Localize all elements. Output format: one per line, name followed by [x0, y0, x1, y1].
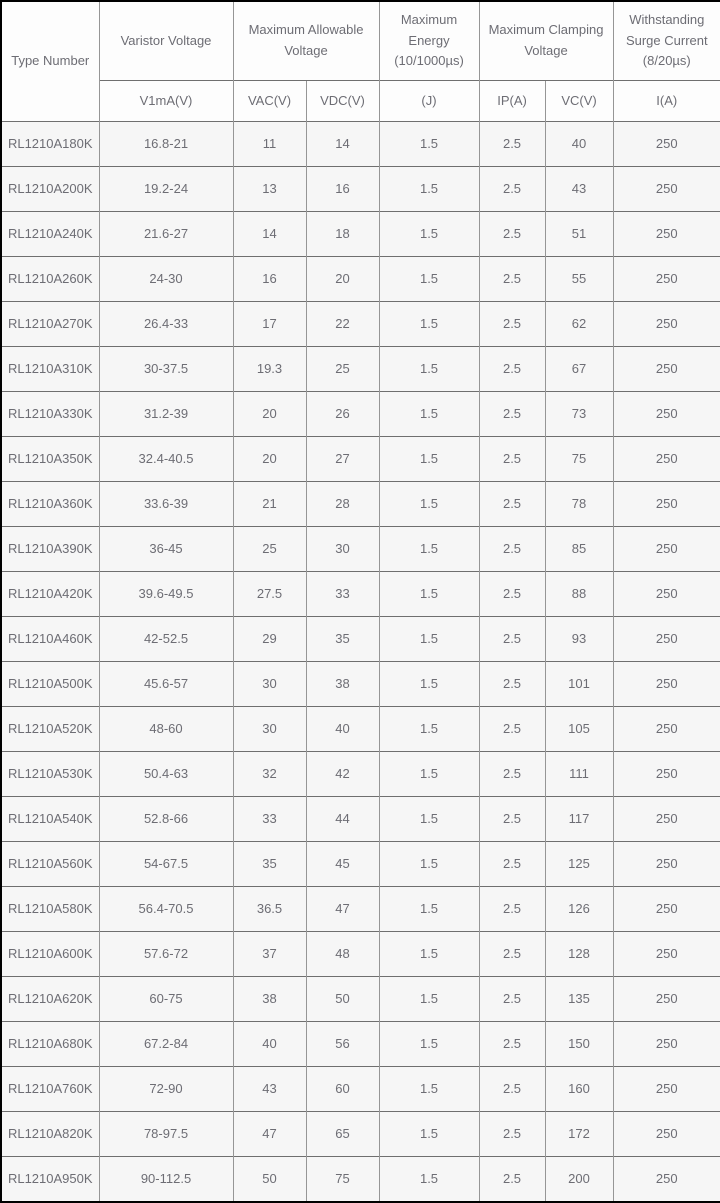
cell-v1ma: 56.4-70.5 — [99, 887, 233, 932]
cell-ip: 2.5 — [479, 257, 545, 302]
cell-vac: 36.5 — [233, 887, 306, 932]
table-row — [1, 1112, 720, 1157]
cell-vc: 111 — [545, 752, 613, 797]
cell-i: 250 — [613, 887, 720, 932]
cell-type-number: RL1210A180K — [1, 122, 99, 167]
cell-v1ma: 39.6-49.5 — [99, 572, 233, 617]
cell-vdc: 30 — [306, 527, 379, 572]
cell-i: 250 — [613, 437, 720, 482]
cell-j: 1.5 — [379, 257, 479, 302]
cell-vc: 55 — [545, 257, 613, 302]
cell-vac: 27.5 — [233, 572, 306, 617]
cell-ip: 2.5 — [479, 932, 545, 977]
cell-type-number: RL1210A420K — [1, 572, 99, 617]
cell-v1ma: 21.6-27 — [99, 212, 233, 257]
cell-v1ma: 30-37.5 — [99, 347, 233, 392]
cell-vac: 43 — [233, 1067, 306, 1112]
cell-vdc: 26 — [306, 392, 379, 437]
cell-j: 1.5 — [379, 302, 479, 347]
cell-vc: 67 — [545, 347, 613, 392]
cell-i: 250 — [613, 977, 720, 1022]
cell-vdc: 14 — [306, 122, 379, 167]
cell-j: 1.5 — [379, 212, 479, 257]
table-row — [1, 392, 720, 437]
cell-j: 1.5 — [379, 1157, 479, 1203]
cell-ip: 2.5 — [479, 347, 545, 392]
table-row — [1, 797, 720, 842]
cell-vdc: 47 — [306, 887, 379, 932]
table-row — [1, 1157, 720, 1203]
subheader-vc: VC(V) — [545, 81, 613, 122]
cell-vc: 150 — [545, 1022, 613, 1067]
cell-vc: 172 — [545, 1112, 613, 1157]
cell-vac: 33 — [233, 797, 306, 842]
header-type-number: Type Number — [1, 1, 99, 122]
table-row — [1, 572, 720, 617]
cell-v1ma: 78-97.5 — [99, 1112, 233, 1157]
cell-i: 250 — [613, 617, 720, 662]
cell-i: 250 — [613, 752, 720, 797]
cell-j: 1.5 — [379, 527, 479, 572]
cell-vc: 128 — [545, 932, 613, 977]
table-body — [1, 122, 720, 1203]
cell-type-number: RL1210A820K — [1, 1112, 99, 1157]
cell-vac: 14 — [233, 212, 306, 257]
cell-vdc: 48 — [306, 932, 379, 977]
table-header — [1, 1, 720, 122]
table-row — [1, 752, 720, 797]
cell-vdc: 22 — [306, 302, 379, 347]
cell-i: 250 — [613, 1067, 720, 1112]
cell-type-number: RL1210A270K — [1, 302, 99, 347]
cell-ip: 2.5 — [479, 437, 545, 482]
cell-j: 1.5 — [379, 482, 479, 527]
cell-vc: 73 — [545, 392, 613, 437]
cell-j: 1.5 — [379, 347, 479, 392]
cell-i: 250 — [613, 932, 720, 977]
table-row — [1, 887, 720, 932]
table-row — [1, 1067, 720, 1112]
cell-type-number: RL1210A520K — [1, 707, 99, 752]
cell-vac: 17 — [233, 302, 306, 347]
cell-vc: 125 — [545, 842, 613, 887]
cell-v1ma: 26.4-33 — [99, 302, 233, 347]
cell-v1ma: 31.2-39 — [99, 392, 233, 437]
header-max-allowable-voltage: Maximum Allowable Voltage — [233, 1, 379, 81]
cell-i: 250 — [613, 257, 720, 302]
cell-vc: 200 — [545, 1157, 613, 1203]
table-row — [1, 1022, 720, 1067]
cell-j: 1.5 — [379, 1022, 479, 1067]
cell-vac: 30 — [233, 707, 306, 752]
cell-type-number: RL1210A760K — [1, 1067, 99, 1112]
cell-vc: 51 — [545, 212, 613, 257]
cell-vdc: 16 — [306, 167, 379, 212]
cell-vdc: 27 — [306, 437, 379, 482]
cell-i: 250 — [613, 392, 720, 437]
cell-type-number: RL1210A460K — [1, 617, 99, 662]
cell-vdc: 18 — [306, 212, 379, 257]
cell-type-number: RL1210A360K — [1, 482, 99, 527]
table-row — [1, 437, 720, 482]
cell-ip: 2.5 — [479, 842, 545, 887]
cell-vc: 43 — [545, 167, 613, 212]
table-row — [1, 617, 720, 662]
cell-ip: 2.5 — [479, 122, 545, 167]
subheader-vac: VAC(V) — [233, 81, 306, 122]
cell-vdc: 25 — [306, 347, 379, 392]
cell-vc: 62 — [545, 302, 613, 347]
cell-vac: 37 — [233, 932, 306, 977]
cell-i: 250 — [613, 167, 720, 212]
cell-j: 1.5 — [379, 617, 479, 662]
cell-j: 1.5 — [379, 392, 479, 437]
cell-vc: 75 — [545, 437, 613, 482]
cell-ip: 2.5 — [479, 572, 545, 617]
header-varistor-voltage: Varistor Voltage — [99, 1, 233, 81]
cell-j: 1.5 — [379, 707, 479, 752]
cell-v1ma: 72-90 — [99, 1067, 233, 1112]
cell-i: 250 — [613, 842, 720, 887]
table-row — [1, 527, 720, 572]
cell-vac: 29 — [233, 617, 306, 662]
cell-vc: 78 — [545, 482, 613, 527]
cell-vac: 30 — [233, 662, 306, 707]
cell-type-number: RL1210A950K — [1, 1157, 99, 1203]
table-row — [1, 257, 720, 302]
header-group-row — [1, 1, 720, 81]
cell-vac: 47 — [233, 1112, 306, 1157]
cell-vac: 35 — [233, 842, 306, 887]
cell-ip: 2.5 — [479, 167, 545, 212]
cell-v1ma: 24-30 — [99, 257, 233, 302]
cell-vac: 13 — [233, 167, 306, 212]
cell-j: 1.5 — [379, 887, 479, 932]
cell-vc: 135 — [545, 977, 613, 1022]
cell-i: 250 — [613, 1022, 720, 1067]
cell-j: 1.5 — [379, 437, 479, 482]
subheader-v1ma: V1mA(V) — [99, 81, 233, 122]
cell-vdc: 44 — [306, 797, 379, 842]
cell-v1ma: 60-75 — [99, 977, 233, 1022]
table-row — [1, 347, 720, 392]
cell-v1ma: 19.2-24 — [99, 167, 233, 212]
header-max-energy: Maximum Energy (10/1000µs) — [379, 1, 479, 81]
table-row — [1, 302, 720, 347]
cell-type-number: RL1210A620K — [1, 977, 99, 1022]
cell-vdc: 56 — [306, 1022, 379, 1067]
cell-j: 1.5 — [379, 662, 479, 707]
subheader-j: (J) — [379, 81, 479, 122]
cell-vac: 50 — [233, 1157, 306, 1203]
cell-vac: 20 — [233, 392, 306, 437]
cell-vc: 105 — [545, 707, 613, 752]
cell-i: 250 — [613, 662, 720, 707]
cell-type-number: RL1210A530K — [1, 752, 99, 797]
cell-j: 1.5 — [379, 842, 479, 887]
cell-v1ma: 50.4-63 — [99, 752, 233, 797]
cell-j: 1.5 — [379, 1112, 479, 1157]
cell-vac: 19.3 — [233, 347, 306, 392]
cell-vc: 85 — [545, 527, 613, 572]
table-row — [1, 662, 720, 707]
cell-type-number: RL1210A560K — [1, 842, 99, 887]
cell-ip: 2.5 — [479, 662, 545, 707]
cell-ip: 2.5 — [479, 617, 545, 662]
cell-i: 250 — [613, 212, 720, 257]
cell-i: 250 — [613, 572, 720, 617]
table-row — [1, 932, 720, 977]
cell-vc: 88 — [545, 572, 613, 617]
cell-ip: 2.5 — [479, 887, 545, 932]
cell-ip: 2.5 — [479, 1022, 545, 1067]
cell-vc: 101 — [545, 662, 613, 707]
table-row — [1, 167, 720, 212]
cell-ip: 2.5 — [479, 482, 545, 527]
cell-vdc: 42 — [306, 752, 379, 797]
cell-v1ma: 16.8-21 — [99, 122, 233, 167]
header-max-clamping-voltage: Maximum Clamping Voltage — [479, 1, 613, 81]
cell-v1ma: 48-60 — [99, 707, 233, 752]
cell-vdc: 60 — [306, 1067, 379, 1112]
cell-type-number: RL1210A260K — [1, 257, 99, 302]
cell-vdc: 35 — [306, 617, 379, 662]
cell-ip: 2.5 — [479, 977, 545, 1022]
table-row — [1, 482, 720, 527]
header-withstanding-surge-current: Withstanding Surge Current (8/20µs) — [613, 1, 720, 81]
cell-vdc: 28 — [306, 482, 379, 527]
cell-vac: 16 — [233, 257, 306, 302]
cell-i: 250 — [613, 482, 720, 527]
cell-j: 1.5 — [379, 167, 479, 212]
cell-ip: 2.5 — [479, 707, 545, 752]
cell-ip: 2.5 — [479, 392, 545, 437]
cell-i: 250 — [613, 1112, 720, 1157]
table-row — [1, 707, 720, 752]
cell-type-number: RL1210A330K — [1, 392, 99, 437]
cell-ip: 2.5 — [479, 527, 545, 572]
cell-vac: 38 — [233, 977, 306, 1022]
cell-vac: 11 — [233, 122, 306, 167]
cell-vdc: 38 — [306, 662, 379, 707]
cell-j: 1.5 — [379, 1067, 479, 1112]
table-row — [1, 122, 720, 167]
cell-i: 250 — [613, 347, 720, 392]
cell-i: 250 — [613, 707, 720, 752]
cell-vdc: 65 — [306, 1112, 379, 1157]
cell-ip: 2.5 — [479, 1067, 545, 1112]
cell-j: 1.5 — [379, 797, 479, 842]
cell-ip: 2.5 — [479, 212, 545, 257]
cell-i: 250 — [613, 1157, 720, 1203]
cell-v1ma: 90-112.5 — [99, 1157, 233, 1203]
cell-vc: 117 — [545, 797, 613, 842]
cell-v1ma: 57.6-72 — [99, 932, 233, 977]
cell-type-number: RL1210A540K — [1, 797, 99, 842]
table-row — [1, 212, 720, 257]
cell-vdc: 33 — [306, 572, 379, 617]
cell-type-number: RL1210A200K — [1, 167, 99, 212]
cell-vac: 32 — [233, 752, 306, 797]
cell-i: 250 — [613, 122, 720, 167]
cell-vac: 21 — [233, 482, 306, 527]
cell-vac: 20 — [233, 437, 306, 482]
table-row — [1, 977, 720, 1022]
subheader-i: I(A) — [613, 81, 720, 122]
cell-j: 1.5 — [379, 122, 479, 167]
subheader-ip: IP(A) — [479, 81, 545, 122]
cell-j: 1.5 — [379, 932, 479, 977]
cell-vc: 126 — [545, 887, 613, 932]
cell-vdc: 40 — [306, 707, 379, 752]
cell-i: 250 — [613, 797, 720, 842]
cell-v1ma: 36-45 — [99, 527, 233, 572]
cell-vac: 40 — [233, 1022, 306, 1067]
cell-v1ma: 54-67.5 — [99, 842, 233, 887]
cell-v1ma: 45.6-57 — [99, 662, 233, 707]
cell-v1ma: 52.8-66 — [99, 797, 233, 842]
cell-ip: 2.5 — [479, 752, 545, 797]
cell-ip: 2.5 — [479, 302, 545, 347]
cell-type-number: RL1210A580K — [1, 887, 99, 932]
cell-type-number: RL1210A240K — [1, 212, 99, 257]
cell-v1ma: 33.6-39 — [99, 482, 233, 527]
subheader-vdc: VDC(V) — [306, 81, 379, 122]
cell-vdc: 45 — [306, 842, 379, 887]
cell-type-number: RL1210A390K — [1, 527, 99, 572]
cell-i: 250 — [613, 527, 720, 572]
cell-vc: 93 — [545, 617, 613, 662]
cell-ip: 2.5 — [479, 797, 545, 842]
cell-type-number: RL1210A350K — [1, 437, 99, 482]
cell-ip: 2.5 — [479, 1157, 545, 1203]
cell-j: 1.5 — [379, 572, 479, 617]
cell-v1ma: 32.4-40.5 — [99, 437, 233, 482]
cell-type-number: RL1210A500K — [1, 662, 99, 707]
cell-j: 1.5 — [379, 752, 479, 797]
cell-vdc: 20 — [306, 257, 379, 302]
cell-vc: 40 — [545, 122, 613, 167]
cell-vdc: 75 — [306, 1157, 379, 1203]
header-sub-row — [1, 81, 720, 122]
cell-type-number: RL1210A600K — [1, 932, 99, 977]
cell-j: 1.5 — [379, 977, 479, 1022]
cell-vdc: 50 — [306, 977, 379, 1022]
cell-i: 250 — [613, 302, 720, 347]
cell-vc: 160 — [545, 1067, 613, 1112]
cell-type-number: RL1210A310K — [1, 347, 99, 392]
cell-type-number: RL1210A680K — [1, 1022, 99, 1067]
cell-vac: 25 — [233, 527, 306, 572]
cell-v1ma: 42-52.5 — [99, 617, 233, 662]
table-row — [1, 842, 720, 887]
cell-ip: 2.5 — [479, 1112, 545, 1157]
cell-v1ma: 67.2-84 — [99, 1022, 233, 1067]
